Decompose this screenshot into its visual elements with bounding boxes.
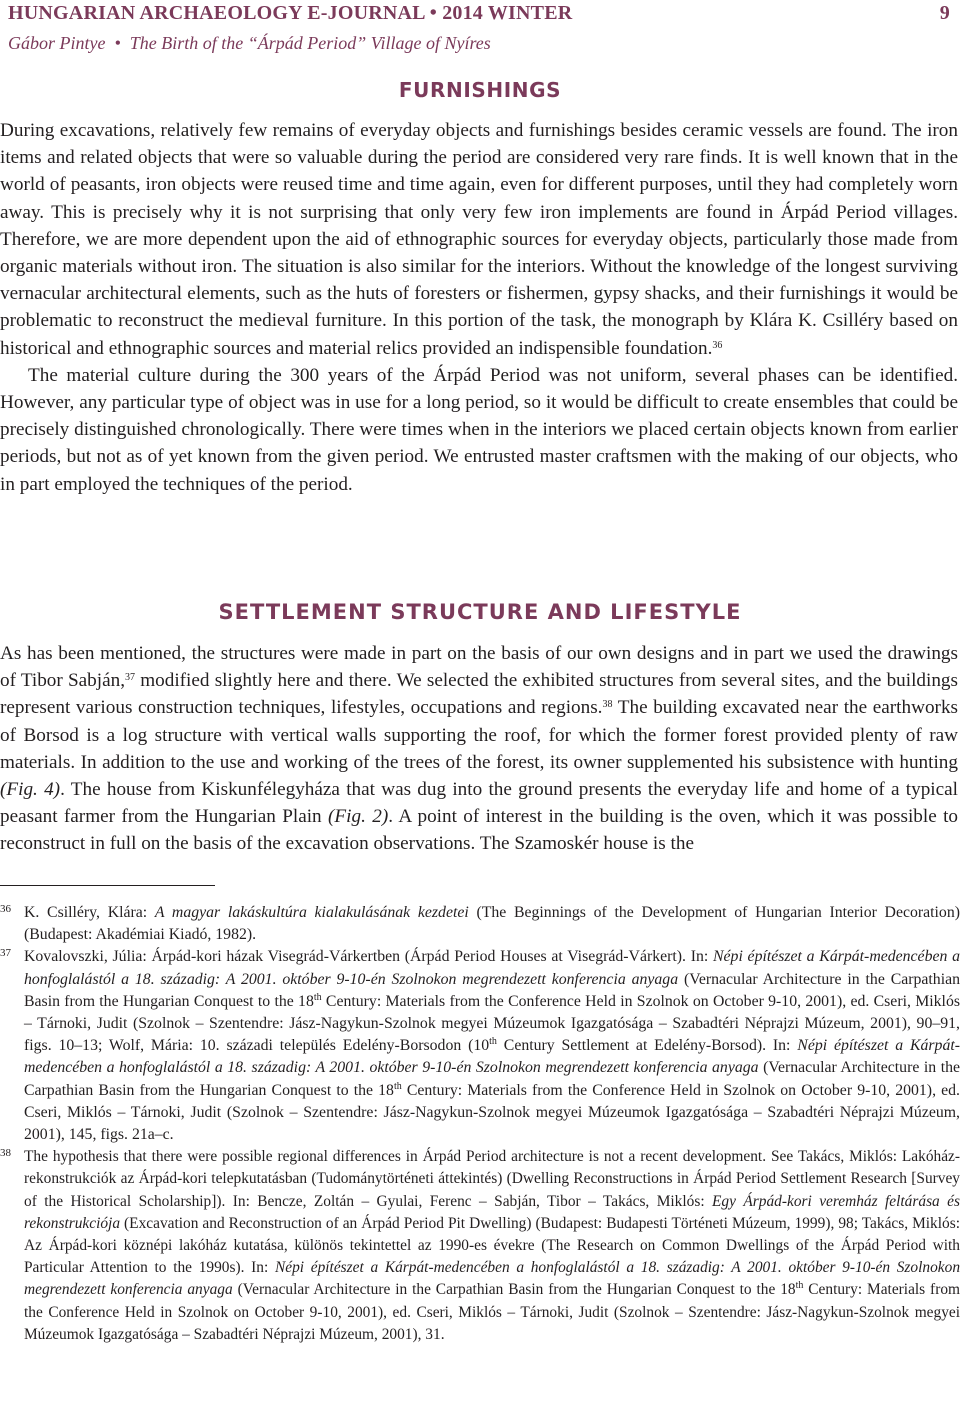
author-name: Gábor Pintye <box>8 33 106 53</box>
footnote-36 <box>0 902 960 946</box>
footnote-text: Century: Materials from the Conference Held in Szolnok on October 9-10, 2001), ed. Cseri, Miklós – Tárnoki, Judit (Szolnok – Szentendre: Jász-Nagykun-Szolnok megyei Múzeumok Igazgatósága – Szabadtéri Néprajzi Múzeum, 2001), 31. <box>24 1281 960 1343</box>
byline-separator: • <box>114 33 121 53</box>
footnote-ref[interactable]: 38 <box>602 699 613 711</box>
footnote-text: Century Settlement at Edelény-Borsod). In: <box>496 1037 798 1055</box>
footnote-text: Kovalovszki, Júlia: Árpád-kori házak Visegrád-Várkertben (Árpád Period Houses at Visegrád-Várkert). In: <box>24 948 713 966</box>
footnote-text: (Vernacular Architecture in the Carpathian Basin from the Hungarian Conquest to the 18 <box>232 1281 796 1299</box>
ordinal-suffix: th <box>313 991 322 1003</box>
page-number: 9 <box>939 2 950 24</box>
paragraph-text: The building excavated near the earthworks of Borsod is a log structure with vertical walls supporting the roof, for which the former forest provided plenty of raw materials. In addition to the use and working of the trees of the forest, its owner supplemented his subsistence with hunting <box>0 697 958 773</box>
paragraph-text: . A point of interest in the building is the oven, which it was possible to reconstruct in full on the basis of the excavation observations. The Szamoskér house is the <box>0 806 959 855</box>
figure-ref[interactable]: (Fig. 2) <box>328 806 389 828</box>
paragraph-text: . The house from Kiskunfélegyháza that was dug into the ground presents the everyday life and home of a typical peasant farmer from the Hungarian Plain <box>0 779 958 828</box>
footnote-ref[interactable]: 36 <box>712 339 723 351</box>
article-title: The Birth of the “Árpád Period” Village of Nyíres <box>129 33 491 53</box>
ordinal-suffix: th <box>795 1280 804 1292</box>
footnote-text: (Vernacular Architecture in the Carpathian Basin from the Hungarian Conquest to the 18 <box>24 1059 960 1099</box>
footnotes <box>0 902 960 1346</box>
footnote-text: Century: Materials from the Conference Held in Szolnok on October 9-10, 2001), ed. Cseri, Miklós – Tárnoki, Judit (Szolnok – Szentendre: Jász-Nagykun-Szolnok megyei Múzeumok Igazgatósága – Szabadtéri Néprajzi Múzeum, 2001), 145, figs. 21a–c. <box>24 1081 960 1144</box>
section-heading-furnishings: FURNISHINGS <box>398 78 562 102</box>
paragraph <box>0 117 958 362</box>
footnote-ref[interactable]: 37 <box>125 672 136 684</box>
running-header <box>8 2 956 28</box>
footnote-italic: A magyar lakáskultúra kialakulásának kezdetei <box>154 904 469 921</box>
footnote-text: (The Beginnings of the Development of Hungarian Interior Decoration) (Budapest: Akadémiai Kiadó, 1982). <box>24 904 960 944</box>
paragraph <box>0 640 958 858</box>
footnote-37 <box>0 946 960 1146</box>
paragraph-text: During excavations, relatively few remains of everyday objects and furnishings besides ceramic vessels are found. The iron items and related objects that were so valuable during the period are considered very rare finds. It is well known that in the world of peasants, iron objects were reused time and time again, even for different purposes, until they had completely worn away. This is precisely why it is not surprising that only very few iron implements are found in Árpád Period villages. Therefore, we are more dependent upon the aid of ethnographic sources for everyday objects, particularly those made from organic materials without iron. The situation is also similar for the interiors. Without the knowledge of the longest surviving vernacular architectural elements, such as the huts of foresters or fishermen, gypsy shacks, and their furnishings it would be problematic to reconstruct the medieval furniture. In this portion of the task, the monograph by Klára K. Csilléry based on historical and ethnographic sources and material relics provided an indispensible foundation. <box>0 120 958 359</box>
footnote-divider <box>0 885 215 886</box>
section-heading-settlement: SETTLEMENT STRUCTURE AND LIFESTYLE <box>218 600 742 624</box>
paragraph-text: modified slightly here and there. We selected the exhibited structures from several sites, and the buildings represent various construction techniques, lifestyles, occupations and regions. <box>0 670 958 719</box>
footnote-38 <box>0 1146 960 1346</box>
footnote-italic: Egy Árpád-kori veremház feltárása és rekonstrukciója <box>24 1192 960 1232</box>
footnote-italic: Népi építészet a Kárpát-medencében a honfoglalástól a 18. századig: A 2001. október 9-10-én Szolnokon megrendezett konferencia anyaga <box>24 1037 960 1077</box>
journal-title: HUNGARIAN ARCHAEOLOGY E-JOURNAL • 2014 WINTER <box>8 2 573 24</box>
footnote-text: (Excavation and Reconstruction of an Árpád Period Pit Dwelling) (Budapest: Budapesti Történeti Múzeum, 1999), 98; Takács, Miklós: Az Árpád-kori köznépi lakóház kutatása, különös tekintettel az 1990-es évekre (The Research on Common Dwellings of the Árpád Period with Particular Attention to the 1990s). In: <box>24 1214 960 1277</box>
section-body-furnishings <box>0 117 958 498</box>
ordinal-suffix: th <box>393 1080 402 1092</box>
footnote-text: The hypothesis that there were possible regional differences in Árpád Period architecture is not a recent development. See Takács, Miklós: Lakóház-rekonstrukciók az Árpád-kori telepkutatásban (Tudománytörténeti áttekintés) (Dwelling Reconstructions in Árpád Period Settlement Research [Survey of the Historical Scholarship]). In: Bencze, Zoltán – Gyulai, Ferenc – Sabján, Tibor – Takács, Miklós: <box>24 1148 960 1210</box>
footnote-italic: Népi építészet a Kárpát-medencében a honfoglalástól a 18. századig: A 2001. október 9-10-én Szolnokon megrendezett konferencia anyaga <box>24 948 960 988</box>
ordinal-suffix: th <box>489 1036 497 1048</box>
paragraph-text: As has been mentioned, the structures were made in part on the basis of our own designs and in part we used the drawings of Tibor Sabján, <box>0 643 958 692</box>
footnote-number: 36 <box>0 903 11 915</box>
footnote-italic: Népi építészet a Kárpát-medencében a honfoglalástól a 18. századig: A 2001. október 9-10-én Szolnokon megrendezett konferencia anyaga <box>24 1259 960 1299</box>
footnote-number: 38 <box>0 1147 11 1160</box>
article-byline <box>8 33 491 54</box>
section-body-settlement <box>0 640 958 858</box>
paragraph: The material culture during the 300 years of the Árpád Period was not uniform, several phases can be identified. However, any particular type of object was in use for a long period, so it would be difficult to create ensembles that could be precisely distinguished chronologically. There were times when in the interiors we placed certain objects known from earlier periods, but not as of yet known from the given period. We entrusted master craftsmen with the making of our objects, who in part employed the techniques of the period. <box>0 364 958 495</box>
figure-ref[interactable]: (Fig. 4) <box>0 779 61 801</box>
footnote-number: 37 <box>0 947 11 960</box>
footnote-text: K. Csilléry, Klára: <box>24 904 155 921</box>
footnote-text: (Vernacular Architecture in the Carpathian Basin from the Hungarian Conquest to the 18 <box>24 970 960 1010</box>
footnote-text: Century: Materials from the Conference Held in Szolnok on October 9-10, 2001), ed. Cseri, Miklós – Tárnoki, Judit (Szolnok – Szentendre: Jász-Nagykun-Szolnok megyei Múzeumok Igazgatósága – Szabadtéri Néprajzi Múzeum, 2001), 90–91, figs. 10–13; Wolf, Mária: 10. századi település Edelény-Borsodon (10 <box>24 992 960 1055</box>
